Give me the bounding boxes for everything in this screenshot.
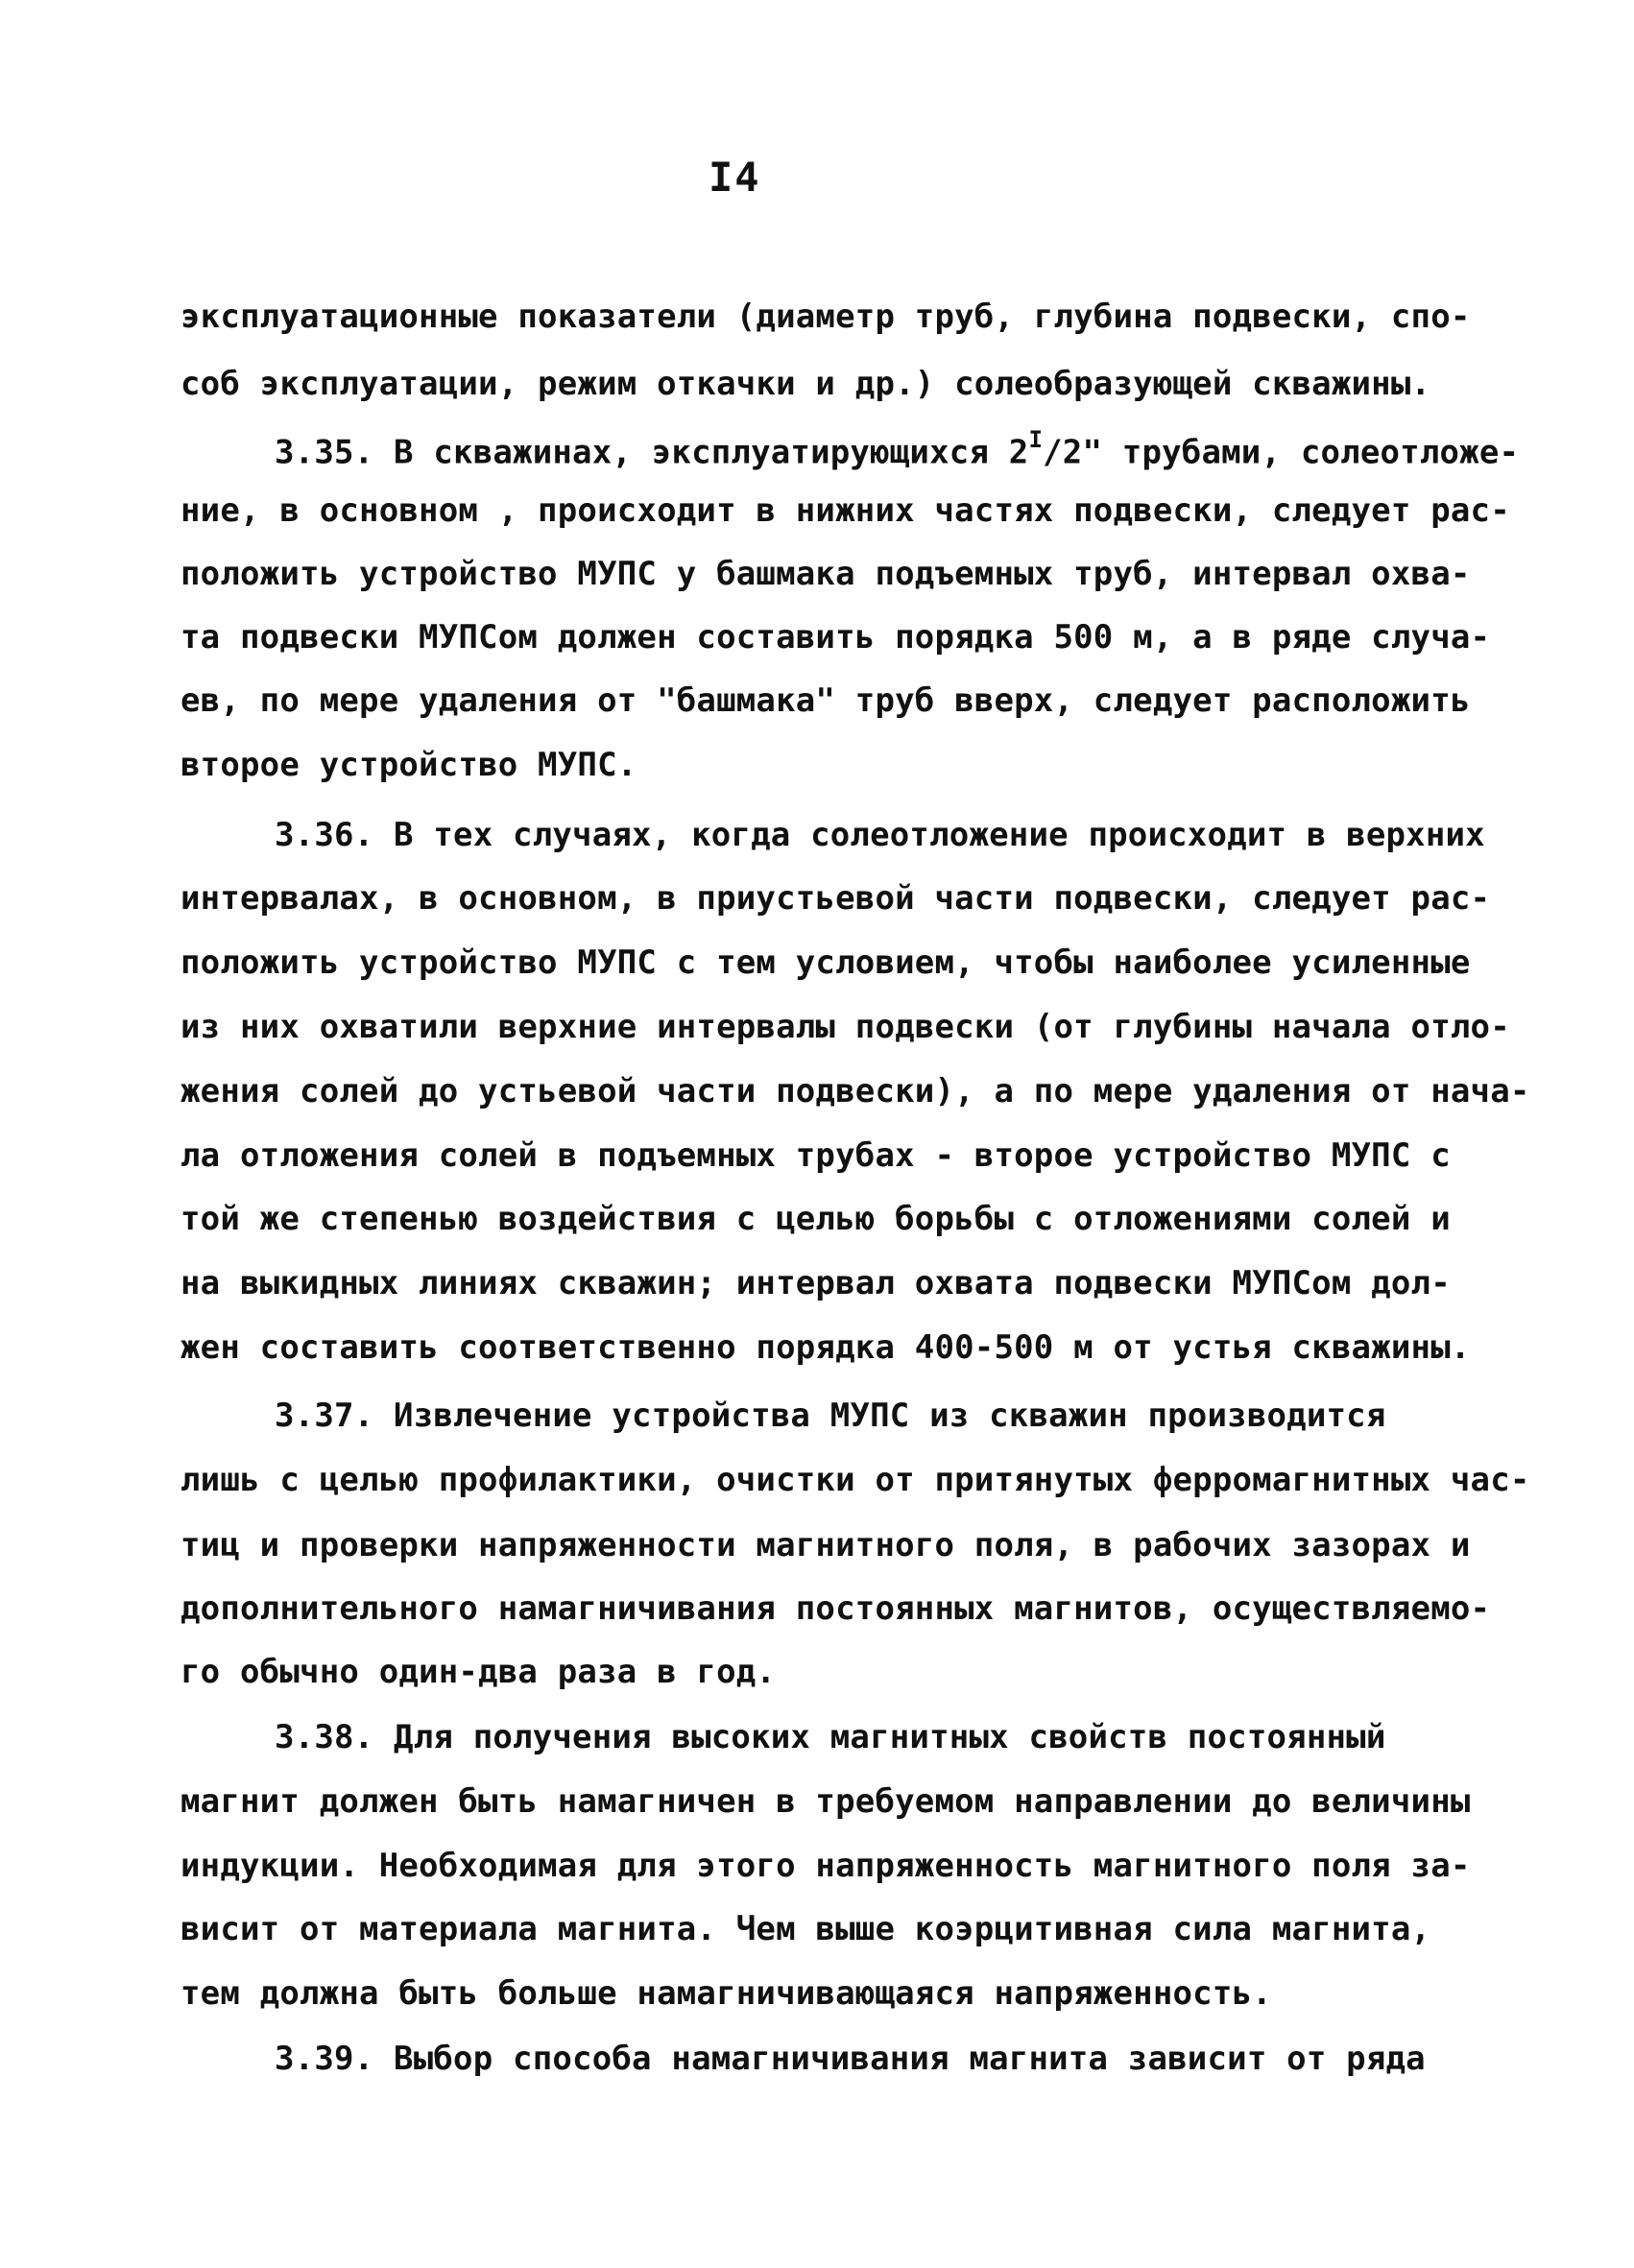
text-line: той же степенью воздействия с целью борьбы с отложениями солей и [180,1200,1451,1238]
text-fragment: 3.35. В скважинах, эксплуатирующихся 2 [275,433,1029,472]
text-line: лишь с целью профилактики, очистки от притянутых ферромагнитных час- [180,1461,1530,1499]
text-line: интервалах, в основном, в приустьевой части подвески, следует рас- [180,879,1491,918]
text-line: 3.36. В тех случаях, когда солеотложение происходит в верхних [275,816,1485,854]
text-line: 3.37. Извлечение устройства МУПС из скважин производится [275,1397,1386,1435]
text-line: та подвески МУПСом должен составить порядка 500 м, а в ряде случа- [180,618,1491,657]
text-line: второе устройство МУПС. [180,746,637,784]
text-line: го обычно один-два раза в год. [180,1653,777,1691]
page-number: I4 [709,154,761,201]
text-line: эксплуатационные показатели (диаметр труб, глубина подвески, спо- [180,298,1471,336]
text-line: положить устройство МУПС у башмака подъемных труб, интервал охва- [180,555,1471,593]
text-line: дополнительного намагничивания постоянных магнитов, осуществляемо- [180,1589,1491,1628]
text-line: ние, в основном , происходит в нижних частях подвески, следует рас- [180,491,1510,530]
text-line: жения солей до устьевой части подвески), а по мере удаления от нача- [180,1072,1530,1110]
text-line: тиц и проверки напряженности магнитного поля, в рабочих зазорах и [180,1526,1471,1564]
text-line: 3.38. Для получения высоких магнитных свойств постоянный [275,1718,1386,1756]
text-fragment: /2" трубами, солеотложе- [1043,433,1520,472]
text-line: тем должна быть больше намагничивающаяся напряженность. [180,1974,1272,2013]
text-line: висит от материала магнита. Чем выше коэрцитивная сила магнита, [180,1910,1431,1948]
text-line: из них охватили верхние интервалы подвески (от глубины начала отло- [180,1008,1510,1046]
text-line: на выкидных линиях скважин; интервал охвата подвески МУПСом дол- [180,1264,1451,1302]
text-line: положить устройство МУПС с тем условием, чтобы наиболее усиленные [180,943,1471,982]
text-line: индукции. Необходимая для этого напряженность магнитного поля за- [180,1847,1471,1885]
superscript: I [1028,426,1044,453]
text-line [275,426,1520,472]
text-line: соб эксплуатации, режим откачки и др.) солеобразующей скважины. [180,365,1431,403]
text-line: магнит должен быть намагничен в требуемом направлении до величины [180,1782,1471,1821]
text-line: 3.39. Выбор способа намагничивания магнита зависит от ряда [275,2040,1426,2078]
text-line: ла отложения солей в подъемных трубах - второе устройство МУПС с [180,1136,1451,1175]
text-line: жен составить соответственно порядка 400-500 м от устья скважины. [180,1328,1471,1367]
text-line: ев, по мере удаления от "башмака" труб вверх, следует расположить [180,681,1471,720]
